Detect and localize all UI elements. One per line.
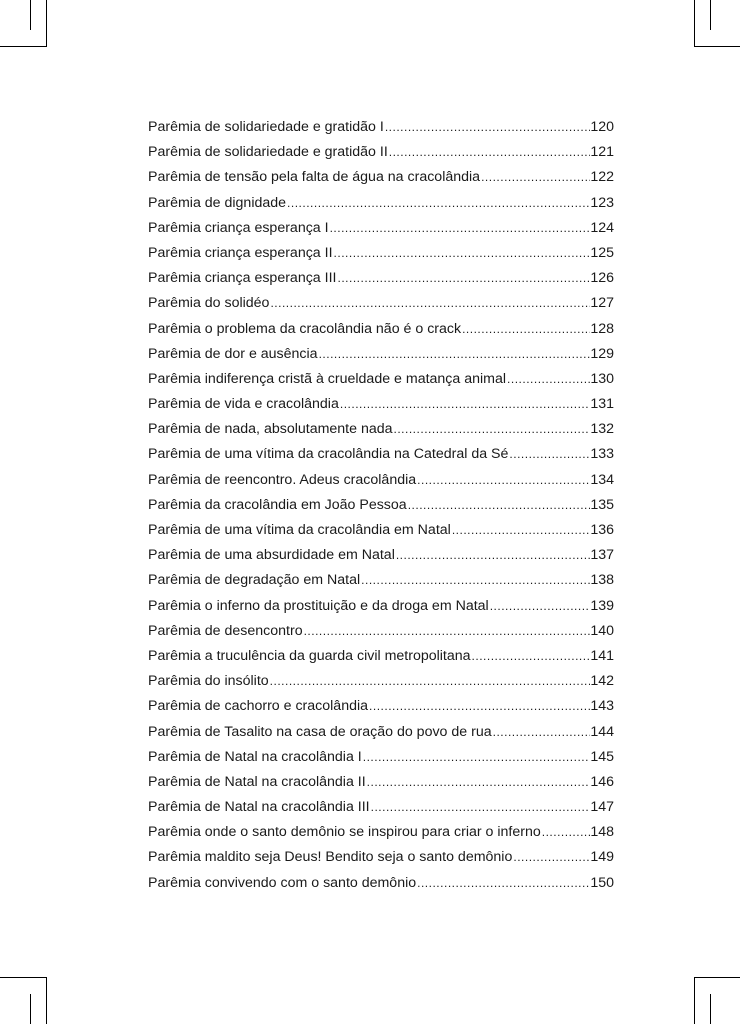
toc-entry-page-number: 149 [590, 849, 614, 866]
toc-entry[interactable] [148, 644, 614, 669]
toc-entry-title: Parêmia de uma vítima da cracolândia na Catedral da Sé [148, 446, 509, 463]
toc-entry-leader-dots [493, 720, 591, 745]
crop-mark-bottom-left-h [0, 977, 47, 978]
toc-entry-page-number: 134 [590, 471, 614, 488]
toc-entry[interactable] [148, 468, 614, 493]
toc-entry-leader-dots [334, 241, 591, 266]
toc-entry-page-number: 124 [590, 219, 614, 236]
toc-entry-title: Parêmia de Natal na cracolândia II [148, 773, 366, 790]
toc-entry-page-number: 123 [590, 194, 614, 211]
toc-entry-title: Parêmia o inferno da prostituição e da droga em Natal [148, 597, 489, 614]
toc-entry[interactable] [148, 140, 614, 165]
toc-entry-leader-dots [507, 367, 590, 392]
crop-mark-top-right-h [694, 46, 740, 47]
toc-entry-leader-dots [361, 568, 590, 593]
toc-entry-leader-dots [319, 342, 591, 367]
toc-entry-title: Parêmia de reencontro. Adeus cracolândia [148, 471, 417, 488]
toc-entry-title: Parêmia convivendo com o santo demônio [148, 874, 417, 891]
toc-entry-leader-dots [481, 165, 590, 190]
toc-entry[interactable] [148, 770, 614, 795]
toc-entry-page-number: 135 [590, 496, 614, 513]
toc-entry[interactable] [148, 241, 614, 266]
toc-entry-title: Parêmia de Natal na cracolândia III [148, 799, 370, 816]
crop-mark-top-right-v2 [710, 0, 711, 30]
crop-mark-top-left-h [0, 46, 47, 47]
toc-entry-leader-dots [462, 317, 590, 342]
toc-entry-page-number: 130 [590, 370, 614, 387]
toc-entry-title: Parêmia de uma vítima da cracolândia em Natal [148, 522, 451, 538]
toc-entry-title: Parêmia da cracolândia em João Pessoa [148, 496, 407, 513]
table-of-contents [148, 115, 614, 896]
toc-entry-leader-dots [452, 518, 591, 543]
toc-entry-title: Parêmia de desencontro [148, 622, 303, 639]
toc-entry[interactable] [148, 720, 614, 745]
toc-entry-leader-dots [363, 745, 591, 770]
toc-entry[interactable] [148, 191, 614, 216]
toc-entry[interactable] [148, 442, 614, 467]
toc-entry[interactable] [148, 392, 614, 417]
crop-mark-bottom-right-v [694, 977, 695, 1024]
toc-entry-page-number: 128 [590, 320, 614, 337]
toc-entry-leader-dots [340, 392, 590, 417]
toc-entry-leader-dots [513, 845, 590, 870]
toc-entry-leader-dots [270, 669, 591, 694]
toc-entry-title: Parêmia de nada, absolutamente nada [148, 421, 393, 438]
toc-entry-title: Parêmia de dignidade [148, 194, 287, 211]
toc-entry[interactable] [148, 594, 614, 619]
toc-entry-page-number: 131 [590, 396, 614, 413]
crop-mark-bottom-right-v2 [710, 994, 711, 1024]
toc-entry-page-number: 147 [590, 799, 614, 816]
toc-entry[interactable] [148, 871, 614, 896]
toc-entry[interactable] [148, 417, 614, 442]
crop-mark-top-left-outer [0, 0, 1, 1]
toc-entry-title: Parêmia indiferença cristã à crueldade e matança animal [148, 370, 507, 387]
toc-entry-page-number: 126 [590, 270, 614, 287]
toc-entry-page-number: 129 [590, 345, 614, 362]
toc-entry-page-number: 138 [590, 572, 614, 589]
toc-entry[interactable] [148, 115, 614, 140]
toc-entry-title: Parêmia de Natal na cracolândia I [148, 748, 362, 765]
toc-entry[interactable] [148, 165, 614, 190]
crop-mark-bottom-left-v [46, 977, 47, 1024]
toc-entry-page-number: 140 [590, 622, 614, 639]
toc-entry-title: Parêmia de solidariedade e gratidão II [148, 144, 388, 161]
crop-mark-top-left-v [46, 0, 47, 47]
toc-entry-page-number: 120 [590, 119, 614, 135]
toc-entry-leader-dots [472, 644, 591, 669]
toc-entry-page-number: 146 [590, 773, 614, 790]
toc-entry-leader-dots [371, 795, 591, 820]
toc-entry-title: Parêmia de dor e ausência [148, 345, 318, 362]
toc-entry-page-number: 148 [590, 824, 614, 841]
toc-entry-leader-dots [304, 619, 591, 644]
toc-entry[interactable] [148, 745, 614, 770]
toc-entry-leader-dots [389, 140, 591, 165]
toc-entry-leader-dots [287, 191, 590, 216]
toc-entry[interactable] [148, 820, 614, 845]
toc-entry[interactable] [148, 543, 614, 568]
toc-entry-leader-dots [385, 115, 591, 140]
toc-entry-title: Parêmia criança esperança I [148, 219, 329, 236]
toc-entry-title: Parêmia maldito seja Deus! Bendito seja o santo demônio [148, 849, 513, 866]
toc-entry-leader-dots [367, 770, 591, 795]
toc-entry-leader-dots [417, 871, 590, 896]
toc-entry-title: Parêmia de cachorro e cracolândia [148, 698, 369, 715]
toc-entry[interactable] [148, 342, 614, 367]
toc-entry[interactable] [148, 518, 614, 543]
toc-entry-leader-dots [394, 417, 591, 442]
crop-mark-top-left-v2 [30, 0, 31, 30]
crop-mark-bottom-right-h [694, 977, 740, 978]
toc-entry-page-number: 145 [590, 748, 614, 765]
toc-entry-leader-dots [408, 493, 591, 518]
toc-entry[interactable] [148, 291, 614, 316]
toc-entry-page-number: 121 [590, 144, 614, 161]
toc-entry[interactable] [148, 317, 614, 342]
crop-mark-bottom-left-v2 [30, 994, 31, 1024]
toc-entry-page-number: 133 [590, 446, 614, 463]
toc-entry[interactable] [148, 216, 614, 241]
toc-entry-title: Parêmia o problema da cracolândia não é o crack [148, 320, 462, 337]
toc-entry-leader-dots [542, 820, 591, 845]
toc-entry-title: Parêmia de vida e cracolândia [148, 396, 339, 413]
toc-entry-page-number: 127 [590, 295, 614, 312]
toc-entry[interactable] [148, 694, 614, 719]
toc-entry-title: Parêmia do insólito [148, 673, 269, 690]
toc-entry-page-number: 125 [590, 244, 614, 261]
toc-entry[interactable] [148, 367, 614, 392]
toc-entry[interactable] [148, 493, 614, 518]
toc-entry-page-number: 150 [590, 874, 614, 891]
toc-entry-leader-dots [490, 594, 591, 619]
toc-entry-leader-dots [369, 694, 590, 719]
toc-entry-leader-dots [337, 266, 590, 291]
toc-entry[interactable] [148, 266, 614, 291]
toc-entry-title: Parêmia onde o santo demônio se inspirou para criar o inferno [148, 824, 541, 841]
toc-entry-title: Parêmia de uma absurdidade em Natal [148, 547, 395, 564]
toc-entry-page-number: 143 [590, 698, 614, 715]
toc-entry-leader-dots [330, 216, 591, 241]
toc-entry-page-number: 142 [590, 673, 614, 690]
toc-entry[interactable] [148, 619, 614, 644]
toc-entry-page-number: 141 [590, 647, 614, 664]
toc-entry-page-number: 139 [590, 597, 614, 614]
toc-entry[interactable] [148, 669, 614, 694]
toc-entry-title: Parêmia criança esperança III [148, 270, 337, 287]
toc-entry-title: Parêmia a truculência da guarda civil metropolitana [148, 647, 471, 664]
toc-entry-title: Parêmia de degradação em Natal [148, 572, 361, 589]
toc-entry-title: Parêmia de solidariedade e gratidão I [148, 119, 384, 135]
toc-entry[interactable] [148, 795, 614, 820]
toc-entry[interactable] [148, 845, 614, 870]
toc-entry-page-number: 144 [590, 723, 614, 740]
toc-entry[interactable] [148, 568, 614, 593]
toc-entry-leader-dots [417, 468, 590, 493]
toc-entry-title: Parêmia criança esperança II [148, 244, 333, 261]
toc-entry-page-number: 137 [590, 547, 614, 564]
toc-entry-page-number: 136 [590, 522, 614, 538]
toc-entry-page-number: 122 [590, 169, 614, 186]
toc-entry-leader-dots [270, 291, 590, 316]
toc-entry-title: Parêmia do solidéo [148, 295, 270, 312]
toc-entry-page-number: 132 [590, 421, 614, 438]
toc-entry-leader-dots [509, 442, 590, 467]
toc-entry-leader-dots [396, 543, 590, 568]
toc-entry-title: Parêmia de Tasalito na casa de oração do povo de rua [148, 723, 492, 740]
crop-mark-top-right-v [694, 0, 695, 47]
toc-entry-title: Parêmia de tensão pela falta de água na cracolândia [148, 169, 481, 186]
